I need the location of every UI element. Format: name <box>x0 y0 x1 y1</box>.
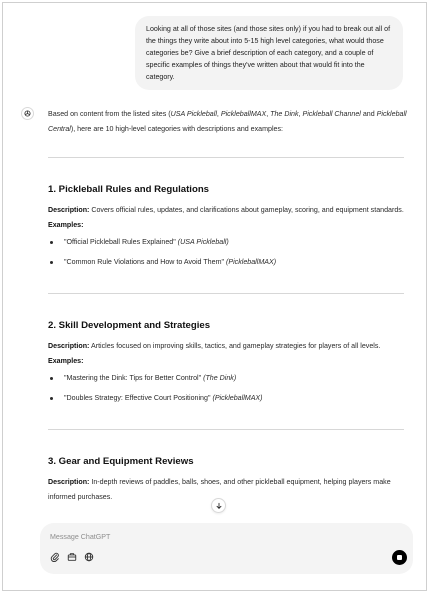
list-item: "Common Rule Violations and How to Avoid Them" (PickleballMAX) <box>48 257 404 267</box>
section-description: Description: In-depth reviews of paddles, balls, shoes, and other pickleball equipment, helping players make informed purchases. <box>48 478 391 501</box>
section-description: Description: Articles focused on improving skills, tactics, and gameplay strategies for players of all levels. <box>48 342 381 350</box>
site-name: Pickleball Central <box>48 110 407 133</box>
list-item: "Mastering the Dink: Tips for Better Control" (The Dink) <box>48 373 404 383</box>
intro-prefix: Based on content from the listed sites ( <box>48 110 171 118</box>
list-item: "Doubles Strategy: Effective Court Positioning" (PickleballMAX) <box>48 393 404 403</box>
message-composer <box>40 523 413 574</box>
divider <box>48 157 404 158</box>
scroll-to-bottom-button[interactable] <box>211 498 226 513</box>
toolbox-icon <box>67 552 77 562</box>
section-heading: 2. Skill Development and Strategies <box>48 320 211 331</box>
arrow-down-icon <box>215 502 223 510</box>
divider <box>48 293 404 294</box>
search-web-button[interactable] <box>83 551 95 563</box>
site-name: Pickleball Channel <box>302 110 361 118</box>
examples-list <box>48 373 404 403</box>
stop-icon <box>397 555 402 560</box>
section-heading: 1. Pickleball Rules and Regulations <box>48 184 210 195</box>
category-section-3 <box>48 456 404 504</box>
site-name: PickleballMAX <box>220 110 267 118</box>
attach-button[interactable] <box>49 551 61 563</box>
examples-label: Examples: <box>48 220 84 229</box>
examples-list <box>48 237 404 267</box>
category-section-2 <box>48 320 404 403</box>
user-message-bubble <box>135 16 403 90</box>
openai-logo-icon <box>21 107 34 120</box>
site-name: USA Pickleball <box>170 110 217 118</box>
paperclip-icon <box>50 552 60 562</box>
section-description: Description: Covers official rules, updates, and clarifications about gameplay, scoring, and equipment standards. <box>48 206 404 214</box>
user-message-text: Looking at all of those sites (and those sites only) if you had to break out all of the things they write about into 5-15 high level categories, what would those categories be? Give a brief description of each category, and a couple of specific examples of things they've written about that would fit into the category. <box>146 25 391 82</box>
divider <box>48 429 404 430</box>
chat-window <box>2 2 427 591</box>
intro-suffix: ), here are 10 high-level categories with descriptions and examples: <box>70 125 284 133</box>
site-name: The Dink <box>270 110 299 118</box>
examples-label: Examples: <box>48 356 84 365</box>
assistant-intro: Based on content from the listed sites (USA Pickleball, PickleballMAX, The Dink, Pickleball Channel and Pickleball Central), here are 10 high-level categories with descriptions and examples: <box>48 110 407 133</box>
list-item: "Official Pickleball Rules Explained" (USA Pickleball) <box>48 237 404 247</box>
category-section-1 <box>48 184 404 267</box>
assistant-sections <box>48 157 404 504</box>
stop-generating-button[interactable] <box>392 550 407 565</box>
tools-button[interactable] <box>66 551 78 563</box>
globe-icon <box>84 552 94 562</box>
section-heading: 3. Gear and Equipment Reviews <box>48 456 194 467</box>
message-input[interactable] <box>50 530 350 544</box>
